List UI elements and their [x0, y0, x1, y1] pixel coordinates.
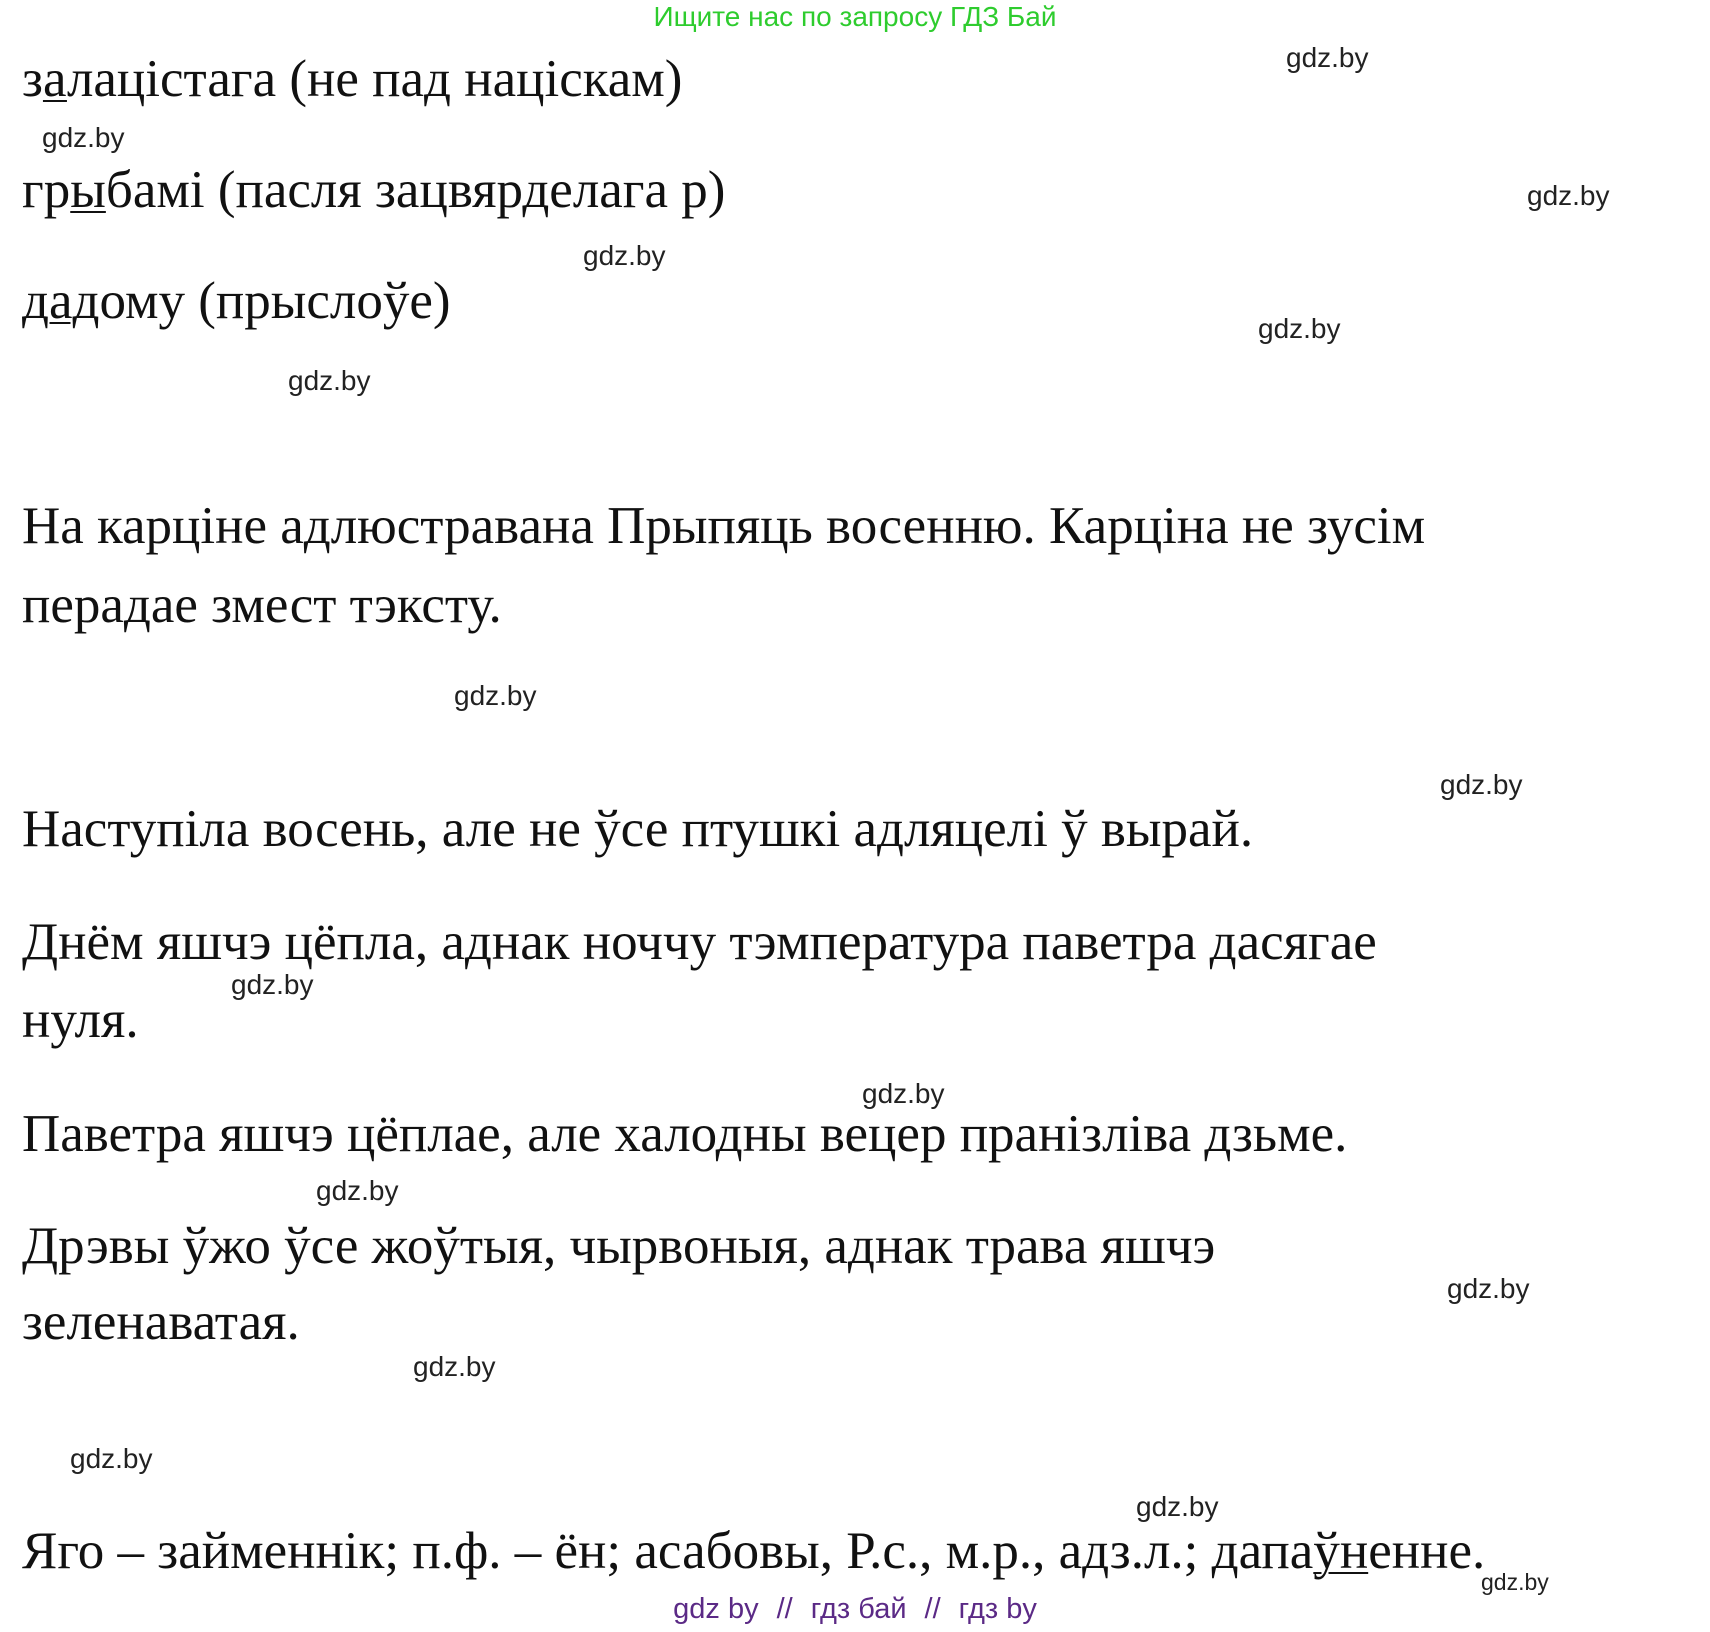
watermark: gdz.by — [1258, 313, 1341, 344]
watermark: gdz.by — [1527, 180, 1610, 211]
watermark: gdz.by — [1481, 1569, 1549, 1595]
paragraph-4: Паветра яшчэ цёплае, але халодны вецер пранізліва дзьме. — [22, 1105, 1348, 1163]
footer-links — [0, 1592, 1710, 1626]
paragraph-6-pre: Яго – займеннік; п.ф. – ён; асабовы, Р.с., м.р., адз.л.; дапа — [22, 1522, 1314, 1580]
footer-separator: // — [776, 1593, 793, 1625]
paragraph-6 — [22, 1521, 1485, 1581]
paragraph-5-line-1: Дрэвы ўжо ўсе жоўтыя, чырвоныя, аднак трава яшчэ — [22, 1217, 1216, 1275]
line-zalacistaga-pre: з — [22, 50, 43, 108]
paragraph-2: Наступіла восень, але не ўсе птушкі адляцелі ў вырай. — [22, 800, 1254, 858]
line-dadomu-post: ому (прыслоўе) — [99, 272, 451, 330]
watermark: gdz.by — [1440, 769, 1523, 800]
paragraph-1-line-1: На карціне адлюстравана Прыпяць восенню. Карціна не зусім — [22, 497, 1426, 555]
footer-link-gdz-by-cyr[interactable]: гдз by — [958, 1593, 1037, 1625]
footer-separator: // — [924, 1593, 941, 1625]
watermark: gdz.by — [42, 122, 125, 153]
line-grybami-post: бамі (пасля зацвярделага р) — [105, 161, 726, 219]
paragraph-6-underlined: ўн — [1313, 1522, 1369, 1580]
paragraph-1-line-2: перадае змест тэксту. — [22, 576, 502, 634]
watermark: gdz.by — [413, 1351, 496, 1382]
watermark: gdz.by — [862, 1078, 945, 1109]
line-grybami-pre: гр — [22, 161, 71, 219]
line-zalacistaga-underlined: а — [42, 50, 67, 108]
watermark: gdz.by — [231, 969, 314, 1000]
line-zalacistaga-post: лацістага (не пад націскам) — [66, 50, 683, 108]
watermark: gdz.by — [454, 680, 537, 711]
watermark: gdz.by — [583, 240, 666, 271]
line-zalacistaga — [22, 49, 682, 109]
footer-link-gdz-by[interactable]: gdz by — [673, 1593, 759, 1625]
paragraph-3-line-2: нуля. — [22, 991, 139, 1049]
line-dadomu-underlined: дад — [22, 272, 100, 330]
line-grybami-underlined: ы — [70, 161, 106, 219]
watermark: gdz.by — [316, 1175, 399, 1206]
watermark: gdz.by — [1286, 42, 1369, 73]
watermark: gdz.by — [1136, 1491, 1219, 1522]
watermark: gdz.by — [288, 365, 371, 396]
footer-link-gdz-bai[interactable]: гдз бай — [810, 1593, 907, 1625]
line-grybami — [22, 160, 725, 220]
paragraph-3-line-1: Днём яшчэ цёпла, аднак ноччу тэмпература паветра дасягае — [22, 913, 1377, 971]
watermark: gdz.by — [70, 1443, 153, 1474]
line-dadomu — [22, 271, 451, 331]
header-banner: Ищите нас по запросу ГДЗ Бай — [653, 1, 1057, 32]
paragraph-5-line-2: зеленаватая. — [22, 1293, 300, 1351]
paragraph-6-post: енне. — [1368, 1522, 1486, 1580]
watermark: gdz.by — [1447, 1273, 1530, 1304]
